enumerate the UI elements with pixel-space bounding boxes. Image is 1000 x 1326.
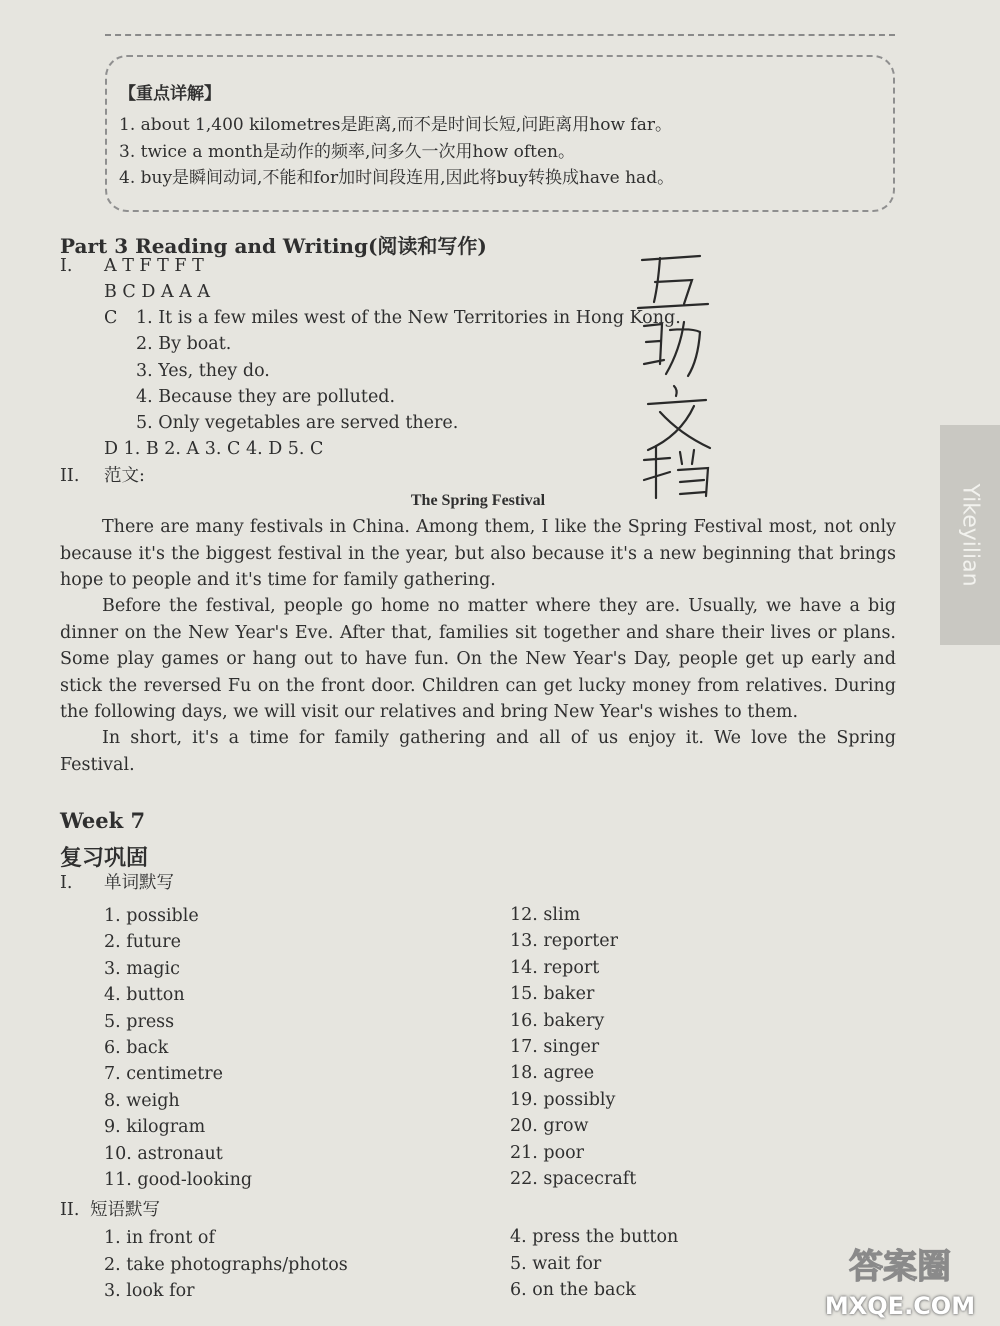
phrase-item: 1. in front of [104, 1228, 215, 1248]
word-item: 2. future [104, 932, 182, 953]
answer-row-B: B C D A A A [104, 282, 211, 302]
answer-C-item: 1. It is a few miles west of the New Territories in Hong Kong. [136, 308, 681, 328]
key-points-box [105, 55, 895, 212]
phrase-dictation-title: 短语默写 [90, 1200, 160, 1220]
site-watermark [800, 1240, 1000, 1326]
week-section-label-I: I. [60, 873, 73, 893]
essay-paragraph: Before the festival, people go home no matter where they are. Usually, we have a big dinner on the New Year's Eve. After that, families sit together and share their lives or plans. Some play games or hang out to have fun. On the New Year's Day, people get up early and stick the reversed Fu on the front door. Children can get lucky money from relatives. During the following days, we will visit our relatives and bring New Year's wishes to them. [60, 596, 896, 722]
word-item: 12. slim [510, 905, 581, 925]
essay-paragraph: There are many festivals in China. Among them, I like the Spring Festival most, not only because it's the biggest festival in the year, but also because it's a new beginning that brings hope to people and it's time for family gathering. [60, 517, 896, 590]
essay-paragraph: In short, it's a time for family gathering and all of us enjoy it. We love the Spring Festival. [60, 728, 896, 775]
side-tab [940, 425, 1000, 645]
word-item: 7. centimetre [104, 1064, 224, 1085]
key-points-title: 【重点详解】 [119, 84, 221, 104]
word-item: 17. singer [510, 1037, 600, 1057]
phrase-item: 5. wait for [510, 1253, 602, 1274]
essay-title: The Spring Festival [410, 492, 546, 509]
word-item: 9. kilogram [104, 1117, 206, 1138]
answer-row-D: D 1. B 2. A 3. C 4. D 5. C [104, 439, 324, 459]
key-point-line: 4. buy是瞬间动词,不能和for加时间段连用,因此将buy转换成have had。 [119, 168, 675, 188]
word-item: 13. reporter [510, 931, 618, 952]
answer-C-item: 5. Only vegetables are served there. [136, 413, 459, 433]
word-item: 8. weigh [104, 1090, 180, 1111]
key-point-line: 1. about 1,400 kilometres是距离,而不是时间长短,问距离用how far。 [119, 115, 672, 135]
answer-C-item: 4. Because they are polluted. [136, 387, 396, 407]
svg-text:答案圈: 答案圈 [849, 1247, 951, 1287]
phrase-item: 4. press the button [510, 1227, 679, 1247]
word-item: 21. poor [510, 1142, 585, 1163]
phrase-item: 2. take photographs/photos [104, 1254, 348, 1275]
answer-row-C-label: C [104, 308, 118, 328]
word-item: 6. back [104, 1038, 169, 1058]
section-label-II: II. [60, 466, 80, 486]
key-point-line: 3. twice a month是动作的频率,问多久一次用how often。 [119, 142, 575, 162]
word-item: 10. astronaut [104, 1143, 223, 1164]
review-heading: 复习巩固 [60, 846, 149, 871]
week-section-label-II: II. [60, 1200, 80, 1220]
word-item: 18. agree [510, 1063, 595, 1084]
site-url: MXQE.COM [824, 1292, 976, 1320]
phrase-item: 3. look for [104, 1281, 195, 1301]
word-item: 5. press [104, 1011, 175, 1032]
word-item: 22. spacecraft [510, 1169, 637, 1189]
word-item: 20. grow [510, 1116, 589, 1137]
handwriting-watermark [630, 240, 720, 500]
word-item: 11. good-looking [104, 1170, 253, 1190]
phrase-item: 6. on the back [510, 1280, 636, 1300]
word-item: 15. baker [510, 984, 595, 1005]
answer-C-item: 3. Yes, they do. [136, 361, 270, 381]
word-item: 3. magic [104, 958, 180, 979]
word-item: 19. possibly [510, 1089, 616, 1110]
top-dashed-rule [105, 34, 895, 36]
sample-essay-label: 范文: [104, 466, 145, 486]
word-item: 4. button [104, 985, 185, 1006]
part3-heading: Part 3 Reading and Writing(阅读和写作) [60, 234, 487, 258]
logo-icon [810, 1240, 990, 1290]
section-label-I: I. [60, 256, 73, 276]
word-dictation-title: 单词默写 [104, 873, 174, 893]
word-item: 16. bakery [510, 1010, 605, 1031]
week-title: Week 7 [60, 808, 146, 833]
side-tab-label: Yikeyilian [957, 483, 983, 587]
word-item: 1. possible [104, 906, 199, 926]
answer-C-item: 2. By boat. [136, 334, 232, 354]
answer-row-A: A T F T F T [104, 256, 204, 276]
word-item: 14. report [510, 957, 600, 978]
